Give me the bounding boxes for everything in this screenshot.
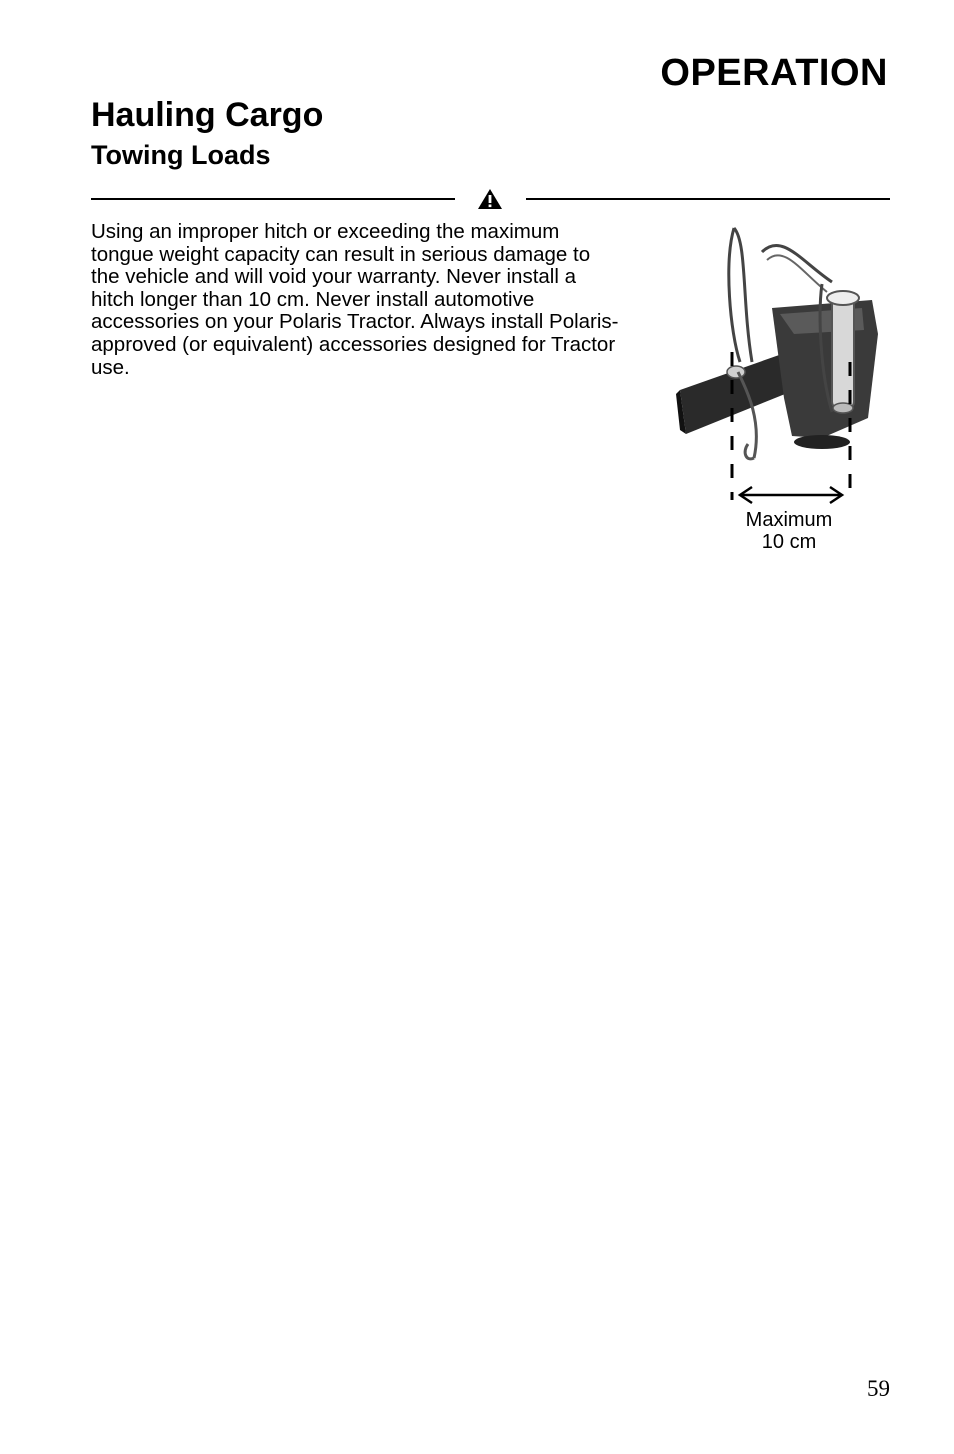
warning-text: Using an improper hitch or exceeding the maximum tongue weight capacity can result in serious damage to the vehicle and will void your warranty. Never install a hitch longer than 10 cm. Never install automotive accessories on your Polaris Tractor. Always install Polaris-approved (or equivalent) accessories designed for Tractor use. bbox=[91, 220, 619, 379]
warning-rule-right bbox=[526, 198, 890, 200]
caption-line-2: 10 cm bbox=[761, 531, 817, 553]
page-title: Hauling Cargo bbox=[91, 96, 324, 134]
page-number: 59 bbox=[867, 1376, 890, 1401]
section-header: OPERATION bbox=[660, 52, 888, 94]
caption-line-1: Maximum bbox=[745, 509, 833, 531]
warning-rule-left bbox=[91, 198, 455, 200]
page-subtitle: Towing Loads bbox=[91, 140, 271, 170]
warning-triangle-icon bbox=[477, 188, 503, 210]
figure-caption bbox=[712, 509, 866, 553]
